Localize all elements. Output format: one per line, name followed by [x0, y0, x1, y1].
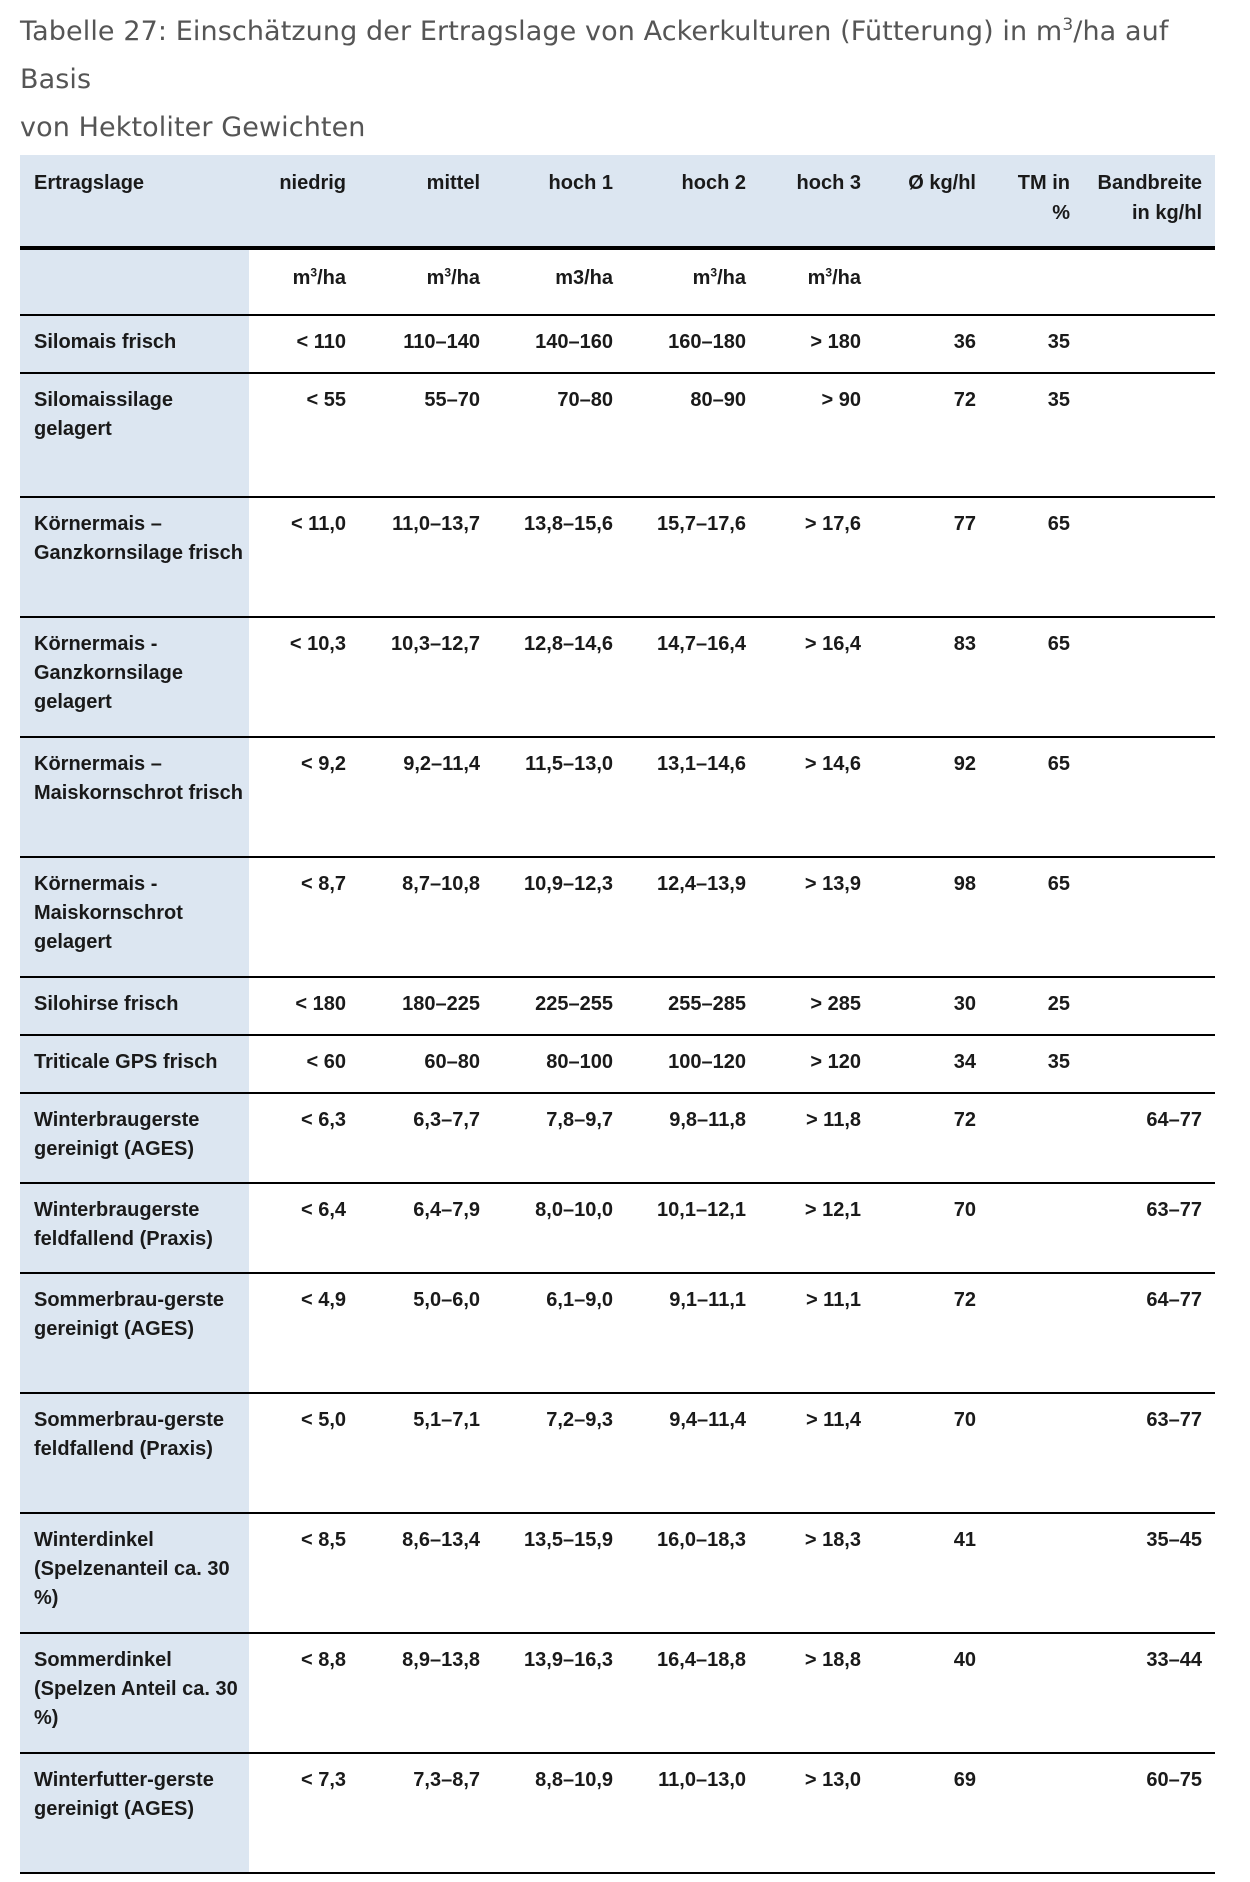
cell-niedrig: < 110 — [249, 315, 359, 373]
unit-niedrig: $m^3/ha$ — [249, 248, 359, 315]
cell-hoch-3: > 120 — [759, 1035, 874, 1093]
row-label: Winterbraugerste feldfallend (Praxis) — [20, 1183, 249, 1273]
cell-tm: 65 — [989, 497, 1083, 617]
cell-niedrig: < 180 — [249, 977, 359, 1035]
cell-mittel: 7,3–8,7 — [359, 1753, 493, 1873]
cell-hoch-2: 9,1–11,1 — [626, 1273, 759, 1393]
unit-hoch-1: m3/ha — [493, 248, 626, 315]
table-row — [20, 1093, 1215, 1183]
cell-hoch-2: 16,0–18,3 — [626, 1513, 759, 1633]
cell-mittel: 6,4–7,9 — [359, 1183, 493, 1273]
cell-niedrig: < 7,3 — [249, 1753, 359, 1873]
row-label: Körnermais - Maiskornschrot gelagert — [20, 857, 249, 977]
cell-mittel: 60–80 — [359, 1035, 493, 1093]
row-label: Sommerbrau-gerste feldfallend (Praxis) — [20, 1393, 249, 1513]
cell-kg-hl: 72 — [874, 1273, 989, 1393]
row-label: Silohirse frisch — [20, 977, 249, 1035]
cell-hoch-3: > 14,6 — [759, 737, 874, 857]
cell-tm: 65 — [989, 617, 1083, 737]
cell-mittel: 5,0–6,0 — [359, 1273, 493, 1393]
cell-bandbreite — [1083, 1035, 1215, 1093]
cell-kg-hl: 77 — [874, 497, 989, 617]
cell-niedrig: < 9,2 — [249, 737, 359, 857]
cell-tm — [989, 1513, 1083, 1633]
cell-hoch-3: > 285 — [759, 977, 874, 1035]
cell-niedrig: < 5,0 — [249, 1393, 359, 1513]
cell-hoch-3: > 11,8 — [759, 1093, 874, 1183]
unit-hoch-3: $m^3/ha$ — [759, 248, 874, 315]
cell-niedrig: < 11,0 — [249, 497, 359, 617]
cell-mittel: 5,1–7,1 — [359, 1393, 493, 1513]
cell-hoch-2: 9,4–11,4 — [626, 1393, 759, 1513]
cell-hoch-3: > 16,4 — [759, 617, 874, 737]
cell-tm — [989, 1393, 1083, 1513]
cell-kg-hl: 34 — [874, 1035, 989, 1093]
cell-kg-hl: 69 — [874, 1753, 989, 1873]
table-row — [20, 1753, 1215, 1873]
cell-hoch-3: > 180 — [759, 315, 874, 373]
header-hoch-3: hoch 3 — [759, 155, 874, 248]
cell-hoch-2: 14,7–16,4 — [626, 617, 759, 737]
cell-mittel: 180–225 — [359, 977, 493, 1035]
cell-hoch-3: > 13,9 — [759, 857, 874, 977]
cell-kg-hl: 83 — [874, 617, 989, 737]
cell-hoch-3: > 13,0 — [759, 1753, 874, 1873]
cell-hoch-2: 11,0–13,0 — [626, 1753, 759, 1873]
row-label: Sommerbrau-gerste gereinigt (AGES) — [20, 1273, 249, 1393]
cell-hoch-1: 10,9–12,3 — [493, 857, 626, 977]
cell-niedrig: < 55 — [249, 373, 359, 497]
cell-hoch-3: > 17,6 — [759, 497, 874, 617]
cell-hoch-2: 9,8–11,8 — [626, 1093, 759, 1183]
cell-hoch-1: 7,8–9,7 — [493, 1093, 626, 1183]
table-row — [20, 1393, 1215, 1513]
table-row — [20, 315, 1215, 373]
cell-tm — [989, 1633, 1083, 1753]
cell-tm — [989, 1273, 1083, 1393]
table-caption — [20, 8, 1220, 152]
cell-hoch-1: 6,1–9,0 — [493, 1273, 626, 1393]
cell-hoch-1: 8,8–10,9 — [493, 1753, 626, 1873]
cell-hoch-1: 225–255 — [493, 977, 626, 1035]
cell-tm: 35 — [989, 1035, 1083, 1093]
cell-hoch-2: 10,1–12,1 — [626, 1183, 759, 1273]
cell-hoch-2: 15,7–17,6 — [626, 497, 759, 617]
cell-hoch-3: > 18,8 — [759, 1633, 874, 1753]
cell-mittel: 110–140 — [359, 315, 493, 373]
cell-bandbreite — [1083, 857, 1215, 977]
cell-niedrig: < 60 — [249, 1035, 359, 1093]
cell-hoch-2: 100–120 — [626, 1035, 759, 1093]
row-label: Winterdinkel (Spelzenanteil ca. 30 %) — [20, 1513, 249, 1633]
row-label: Körnermais - Ganzkornsilage gelagert — [20, 617, 249, 737]
cell-mittel: 8,9–13,8 — [359, 1633, 493, 1753]
cell-hoch-3: > 11,4 — [759, 1393, 874, 1513]
unit-hoch-2: $m^3/ha$ — [626, 248, 759, 315]
cell-tm: 35 — [989, 373, 1083, 497]
cell-hoch-3: > 18,3 — [759, 1513, 874, 1633]
cell-mittel: 8,6–13,4 — [359, 1513, 493, 1633]
cell-kg-hl: 92 — [874, 737, 989, 857]
cell-hoch-3: > 90 — [759, 373, 874, 497]
table-row — [20, 1035, 1215, 1093]
cell-kg-hl: 70 — [874, 1393, 989, 1513]
cell-hoch-1: 12,8–14,6 — [493, 617, 626, 737]
unit-empty — [1083, 248, 1215, 315]
table-row — [20, 1183, 1215, 1273]
cell-bandbreite — [1083, 315, 1215, 373]
cell-hoch-1: 140–160 — [493, 315, 626, 373]
units-row — [20, 248, 1215, 315]
cell-niedrig: < 8,8 — [249, 1633, 359, 1753]
cell-hoch-2: 12,4–13,9 — [626, 857, 759, 977]
table-row — [20, 1273, 1215, 1393]
cell-hoch-1: 80–100 — [493, 1035, 626, 1093]
cell-hoch-1: 13,5–15,9 — [493, 1513, 626, 1633]
row-label: Winterbraugerste gereinigt (AGES) — [20, 1093, 249, 1183]
cell-bandbreite: 35–45 — [1083, 1513, 1215, 1633]
cell-mittel: 9,2–11,4 — [359, 737, 493, 857]
table-row — [20, 977, 1215, 1035]
units-empty — [20, 248, 249, 315]
cell-tm: 25 — [989, 977, 1083, 1035]
cell-mittel: 10,3–12,7 — [359, 617, 493, 737]
cell-bandbreite: 64–77 — [1083, 1093, 1215, 1183]
cell-kg-hl: 36 — [874, 315, 989, 373]
cell-mittel: 55–70 — [359, 373, 493, 497]
cell-bandbreite: 64–77 — [1083, 1273, 1215, 1393]
row-label: Winterfutter-gerste gereinigt (AGES) — [20, 1753, 249, 1873]
header-hoch-2: hoch 2 — [626, 155, 759, 248]
table-row — [20, 737, 1215, 857]
cell-tm — [989, 1093, 1083, 1183]
cell-tm — [989, 1753, 1083, 1873]
row-label: Sommerdinkel (Spelzen Anteil ca. 30 %) — [20, 1633, 249, 1753]
cell-hoch-2: 16,4–18,8 — [626, 1633, 759, 1753]
cell-hoch-2: 13,1–14,6 — [626, 737, 759, 857]
cell-hoch-1: 70–80 — [493, 373, 626, 497]
cell-bandbreite — [1083, 373, 1215, 497]
table-row — [20, 1513, 1215, 1633]
cell-bandbreite: 63–77 — [1083, 1183, 1215, 1273]
cell-bandbreite: 33–44 — [1083, 1633, 1215, 1753]
table-header-row — [20, 155, 1215, 248]
row-label: Körnermais – Maiskornschrot frisch — [20, 737, 249, 857]
header-niedrig: niedrig — [249, 155, 359, 248]
cell-kg-hl: 30 — [874, 977, 989, 1035]
cell-kg-hl: 70 — [874, 1183, 989, 1273]
header-tm: TM in % — [989, 155, 1083, 248]
cell-hoch-2: 80–90 — [626, 373, 759, 497]
header-mittel: mittel — [359, 155, 493, 248]
header-hoch-1: hoch 1 — [493, 155, 626, 248]
cell-tm: 65 — [989, 737, 1083, 857]
cell-bandbreite — [1083, 497, 1215, 617]
table-row — [20, 497, 1215, 617]
cell-kg-hl: 41 — [874, 1513, 989, 1633]
unit-empty — [989, 248, 1083, 315]
table-row — [20, 373, 1215, 497]
cell-mittel: 6,3–7,7 — [359, 1093, 493, 1183]
cell-niedrig: < 8,7 — [249, 857, 359, 977]
cell-niedrig: < 6,4 — [249, 1183, 359, 1273]
header-ertragslage: Ertragslage — [20, 155, 249, 248]
cell-hoch-1: 11,5–13,0 — [493, 737, 626, 857]
cell-kg-hl: 40 — [874, 1633, 989, 1753]
table-row — [20, 857, 1215, 977]
cell-mittel: 11,0–13,7 — [359, 497, 493, 617]
header-kg-hl: Ø kg/hl — [874, 155, 989, 248]
unit-empty — [874, 248, 989, 315]
cell-kg-hl: 98 — [874, 857, 989, 977]
cell-bandbreite — [1083, 617, 1215, 737]
row-label: Triticale GPS frisch — [20, 1035, 249, 1093]
cell-mittel: 8,7–10,8 — [359, 857, 493, 977]
cell-hoch-1: 8,0–10,0 — [493, 1183, 626, 1273]
cell-kg-hl: 72 — [874, 373, 989, 497]
cell-hoch-2: 255–285 — [626, 977, 759, 1035]
cell-kg-hl: 72 — [874, 1093, 989, 1183]
row-label: Silomaissilage gelagert — [20, 373, 249, 497]
unit-mittel: $m^3/ha$ — [359, 248, 493, 315]
table-row — [20, 617, 1215, 737]
cell-niedrig: < 8,5 — [249, 1513, 359, 1633]
yield-table — [20, 155, 1215, 1874]
cell-hoch-3: > 11,1 — [759, 1273, 874, 1393]
cell-niedrig: < 10,3 — [249, 617, 359, 737]
cell-bandbreite: 63–77 — [1083, 1393, 1215, 1513]
cell-niedrig: < 4,9 — [249, 1273, 359, 1393]
caption-line-1: Tabelle 27: Einschätzung der Ertragslage von Ackerkulturen (Fütterung) in $m^3/ha$ auf Basis — [20, 15, 1169, 95]
cell-bandbreite — [1083, 737, 1215, 857]
table-row — [20, 1633, 1215, 1753]
caption-line-2: von Hektoliter Gewichten — [20, 112, 366, 143]
cell-tm: 35 — [989, 315, 1083, 373]
cell-hoch-2: 160–180 — [626, 315, 759, 373]
cell-bandbreite: 60–75 — [1083, 1753, 1215, 1873]
cell-hoch-1: 13,8–15,6 — [493, 497, 626, 617]
cell-tm: 65 — [989, 857, 1083, 977]
row-label: Silomais frisch — [20, 315, 249, 373]
cell-hoch-1: 13,9–16,3 — [493, 1633, 626, 1753]
cell-niedrig: < 6,3 — [249, 1093, 359, 1183]
cell-hoch-3: > 12,1 — [759, 1183, 874, 1273]
cell-hoch-1: 7,2–9,3 — [493, 1393, 626, 1513]
cell-bandbreite — [1083, 977, 1215, 1035]
row-label: Körnermais – Ganzkornsilage frisch — [20, 497, 249, 617]
cell-tm — [989, 1183, 1083, 1273]
header-bandbreite: Bandbreite in kg/hl — [1083, 155, 1215, 248]
